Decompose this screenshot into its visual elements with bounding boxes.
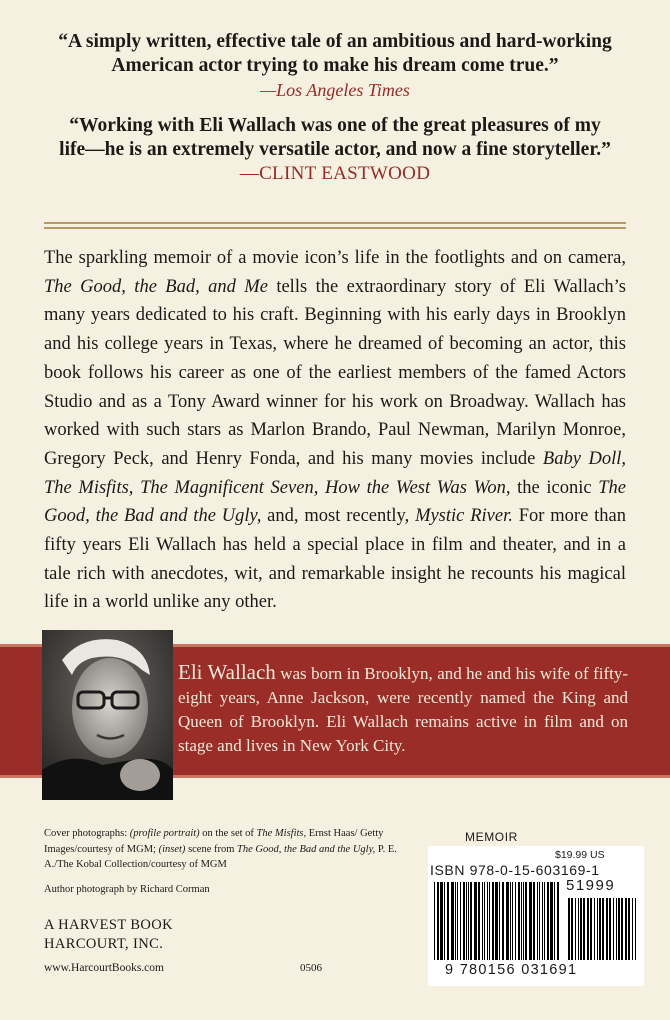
publisher-name: HARCOURT, INC. — [44, 936, 164, 952]
addon-bar — [632, 898, 633, 960]
barcode-bar — [550, 882, 553, 960]
barcode-bar — [502, 882, 504, 960]
price-label: $19.99 US — [555, 849, 605, 861]
credit-part-8: The Good, the Bad and the Ugly, — [237, 843, 376, 855]
barcode-bar — [460, 882, 461, 960]
desc-film-3: The Magnificent Seven, — [140, 477, 319, 498]
addon-bar — [571, 898, 573, 960]
desc-text-2: tells the extraordinary story of Eli Wallach’s many years dedicated to his craft. Beginning with his early days in Brooklyn and his college years in Texas, where he dreamed of becoming an actor, this book follows his career as one of the earliest members of the famed Actors Studio and as a Tony Award winner for his work on Broadway. Wallach has worked with such stars as Marlon Brando, Paul Newman, Marilyn Monroe, Gregory Peck, and Henry Fonda, and his many movies include — [44, 276, 626, 469]
publisher-imprint: A HARVEST BOOK — [44, 917, 174, 933]
credit-part-7: scene from — [185, 843, 238, 855]
credit-part-6: (inset) — [158, 843, 186, 855]
barcode-bar — [484, 882, 485, 960]
addon-number: 51999 — [566, 877, 616, 894]
isbn-label: ISBN 978-0-15-603169-1 — [430, 862, 600, 878]
blurb-quote-1 — [30, 30, 640, 78]
author-bio — [178, 660, 628, 758]
addon-bar — [597, 898, 598, 960]
addon-bar — [583, 898, 585, 960]
barcode-bar — [444, 882, 445, 960]
barcode-bar — [434, 882, 435, 960]
barcode-bar — [557, 882, 559, 960]
desc-text-5: For more than fifty years Eli Wallach has held a special place in film and theater, and in a tale rich with anecdotes, wit, and remarkable insight he recounts his magical life in a world unlike any other. — [44, 506, 626, 613]
addon-bar — [628, 898, 630, 960]
addon-bar — [609, 898, 611, 960]
addon-bar — [594, 898, 595, 960]
desc-film-4: How the West Was Won, — [325, 477, 511, 498]
desc-film-6: Mystic River. — [415, 506, 513, 527]
desc-text-4: and, most recently, — [261, 506, 416, 527]
barcode-bar — [510, 882, 511, 960]
barcode-bar — [463, 882, 465, 960]
addon-bar — [599, 898, 601, 960]
credit-part-5: Ernst Haas/ Getty Images/courtesy of MGM; — [44, 828, 384, 855]
addon-bar — [575, 898, 576, 960]
barcode-bar — [506, 882, 509, 960]
barcode-bar — [512, 882, 513, 960]
barcode-bar — [525, 882, 527, 960]
barcode-bar — [455, 882, 456, 960]
desc-text-3: the iconic — [510, 477, 599, 498]
credit-part-4: The Misfits, — [256, 828, 307, 839]
barcode-bar — [487, 882, 488, 960]
addon-bar — [578, 898, 579, 960]
barcode-bar — [533, 882, 535, 960]
desc-text-1: The sparkling memoir of a movie icon’s life in the footlights and on camera, — [44, 248, 626, 268]
barcode-bar — [523, 882, 524, 960]
barcode-bar — [451, 882, 454, 960]
barcode-bar — [478, 882, 480, 960]
cover-photo-credits — [44, 826, 424, 873]
barcode-bar — [518, 882, 520, 960]
barcode-bar — [537, 882, 538, 960]
addon-bar — [625, 898, 627, 960]
blurb-2-line-2: life—he is an extremely versatile actor, and now a fine storyteller.” — [59, 139, 611, 160]
desc-film-1: Baby Doll, — [542, 448, 627, 469]
category-label: MEMOIR — [465, 830, 518, 844]
blurb-2-line-1: “Working with Eli Wallach was one of the great pleasures of my — [69, 115, 601, 136]
divider-rule-top — [44, 222, 626, 224]
barcode-bar — [521, 882, 522, 960]
author-portrait-icon — [42, 630, 173, 800]
barcode-bar — [489, 882, 490, 960]
author-photo — [42, 630, 173, 800]
addon-bar — [580, 898, 582, 960]
barcode-bar — [492, 882, 494, 960]
credit-part-9: P. E. A./The Kobal Collection/courtesy of MGM — [44, 843, 397, 870]
print-code: 0506 — [300, 962, 322, 974]
author-name: Eli Wallach — [178, 660, 276, 684]
divider-rule-bottom — [44, 227, 626, 229]
barcode-bar — [474, 882, 477, 960]
barcode-bar — [437, 882, 439, 960]
book-description — [44, 244, 626, 617]
blurb-quote-2 — [30, 114, 640, 162]
barcode-bar — [470, 882, 472, 960]
blurb-1-line-1: “A simply written, effective tale of an ambitious and hard-working — [58, 31, 612, 52]
ean-number: 9 780156 031691 — [445, 962, 578, 978]
addon-bar — [635, 898, 636, 960]
barcode-bar — [547, 882, 549, 960]
addon-bar — [590, 898, 592, 960]
barcode-bar — [447, 882, 449, 960]
barcode-bar — [515, 882, 516, 960]
addon-bar — [568, 898, 570, 960]
publisher-block — [44, 916, 173, 954]
barcode-bar — [539, 882, 540, 960]
addon-bar — [606, 898, 608, 960]
barcode-bar — [466, 882, 467, 960]
addon-bar — [621, 898, 623, 960]
desc-film-2: The Misfits, — [44, 477, 134, 498]
barcode-bar — [554, 882, 555, 960]
publisher-url: www.HarcourtBooks.com — [44, 962, 164, 974]
credit-part-3: on the set of — [199, 828, 257, 839]
barcode-bar — [529, 882, 532, 960]
addon-bar — [613, 898, 614, 960]
credit-part-2: (profile portrait) — [129, 828, 200, 839]
barcode-bar — [495, 882, 498, 960]
barcode-bar — [542, 882, 543, 960]
barcode-bar — [499, 882, 500, 960]
blurb-1-attribution: —Los Angeles Times — [260, 80, 410, 100]
addon-bar — [602, 898, 604, 960]
barcode-bar — [544, 882, 545, 960]
desc-film-5: The Good, the Bad and the Ugly, — [44, 477, 627, 527]
barcode-bar — [468, 882, 469, 960]
author-photo-credit: Author photograph by Richard Corman — [44, 884, 210, 895]
blurbs-section — [0, 30, 670, 198]
credit-part-1: Cover photographs: — [44, 828, 130, 839]
blurb-2-attribution: —CLINT EASTWOOD — [239, 163, 431, 184]
desc-book-title: The Good, the Bad, and Me — [44, 276, 268, 297]
addon-bar — [618, 898, 620, 960]
addon-bar — [587, 898, 589, 960]
addon-bar — [616, 898, 617, 960]
barcode-bar — [482, 882, 483, 960]
author-bio-text: was born in Brooklyn, and he and his wife of fifty-eight years, Anne Jackson, were recently named the King and Queen of Brooklyn. Eli Wallach remains active in film and on stage and lives in New York City. — [178, 664, 628, 755]
barcode-bar — [457, 882, 458, 960]
barcode-bar — [440, 882, 443, 960]
blurb-1-line-2: American actor trying to make his dream come true.” — [111, 55, 559, 76]
